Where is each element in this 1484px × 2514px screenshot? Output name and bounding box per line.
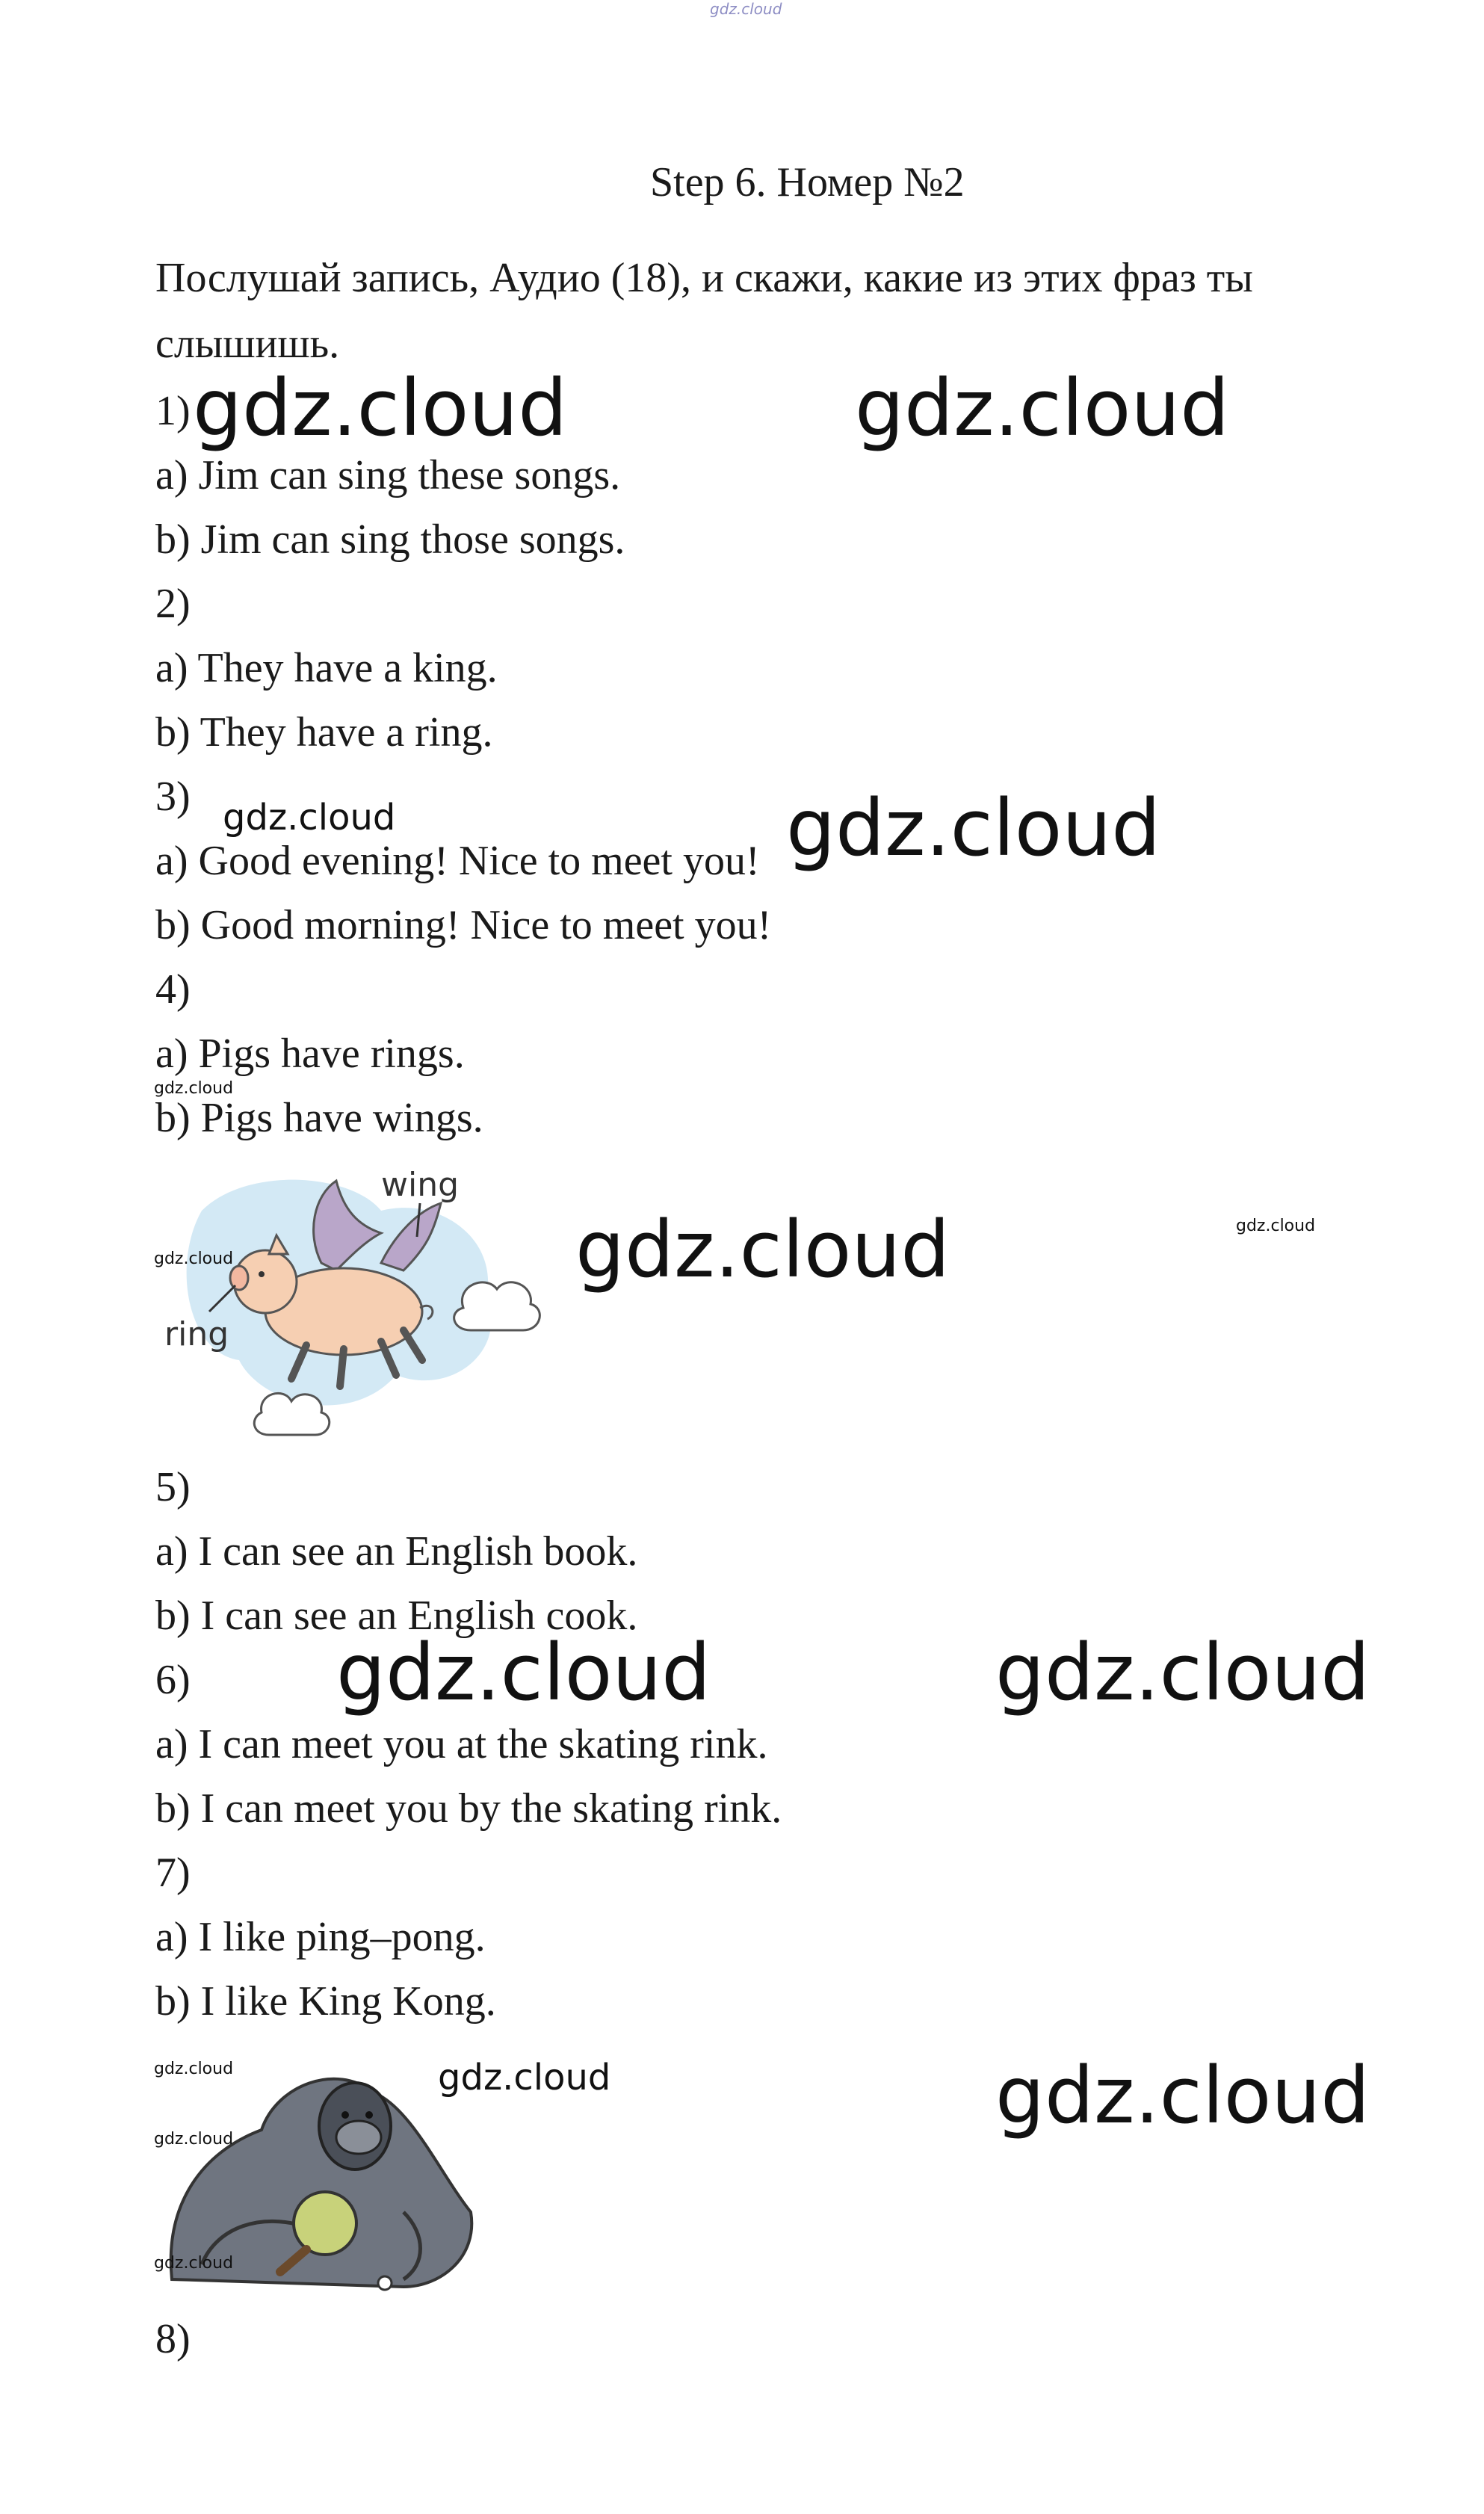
watermark: gdz.cloud <box>154 1250 234 1268</box>
watermark: gdz.cloud <box>438 2057 611 2098</box>
item-2-option-a: a) They have a king. <box>155 645 498 691</box>
item-5-option-a: a) I can see an English book. <box>155 1528 638 1575</box>
header-watermark: gdz.cloud <box>710 0 782 18</box>
item-8-number: 8) <box>155 2316 191 2362</box>
item-5-option-b: b) I can see an English cook. <box>155 1593 638 1639</box>
watermark: gdz.cloud <box>995 2050 1370 2141</box>
instruction-line-2: слышишь. <box>155 321 340 367</box>
watermark: gdz.cloud <box>154 1079 234 1098</box>
ping-pong-ball-icon <box>378 2276 392 2290</box>
item-6-number: 6) <box>155 1657 191 1703</box>
item-4-option-b: b) Pigs have wings. <box>155 1095 483 1141</box>
item-3-option-a: a) Good evening! Nice to meet you! <box>155 838 760 884</box>
watermark: gdz.cloud <box>154 2130 234 2149</box>
item-5-number: 5) <box>155 1464 191 1510</box>
watermark: gdz.cloud <box>1236 1217 1316 1235</box>
watermark: gdz.cloud <box>154 2254 234 2273</box>
watermark: gdz.cloud <box>575 1204 950 1295</box>
item-3-number: 3) <box>155 773 191 820</box>
watermark: gdz.cloud <box>154 2060 234 2078</box>
pig-label-ring: ring <box>164 1315 229 1353</box>
item-7-option-b: b) I like King Kong. <box>155 1978 496 2025</box>
watermark: gdz.cloud <box>193 362 568 454</box>
watermark: gdz.cloud <box>855 362 1230 454</box>
item-4-option-a: a) Pigs have rings. <box>155 1031 465 1077</box>
item-2-number: 2) <box>155 581 191 627</box>
watermark: gdz.cloud <box>336 1627 711 1718</box>
item-1-option-a: a) Jim can sing these songs. <box>155 452 621 498</box>
item-7-option-a: a) I like ping–pong. <box>155 1914 486 1960</box>
item-3-option-b: b) Good morning! Nice to meet you! <box>155 902 772 948</box>
item-6-option-a: a) I can meet you at the skating rink. <box>155 1721 768 1767</box>
pig-label-wing: wing <box>381 1166 460 1204</box>
item-1-option-b: b) Jim can sing those songs. <box>155 516 625 563</box>
watermark: gdz.cloud <box>995 1627 1370 1718</box>
item-2-option-b: b) They have a ring. <box>155 709 493 756</box>
instruction-line-1: Послушай запись, Аудио (18), и скажи, какие из этих фраз ты <box>155 255 1253 301</box>
item-6-option-b: b) I can meet you by the skating rink. <box>155 1785 782 1832</box>
watermark: gdz.cloud <box>223 797 396 838</box>
page-title: Step 6. Номер №2 <box>650 159 965 206</box>
item-7-number: 7) <box>155 1850 191 1896</box>
flying-pig-image <box>157 1151 560 1450</box>
item-1-number: 1) <box>155 388 191 434</box>
watermark: gdz.cloud <box>786 782 1161 874</box>
item-4-number: 4) <box>155 966 191 1013</box>
